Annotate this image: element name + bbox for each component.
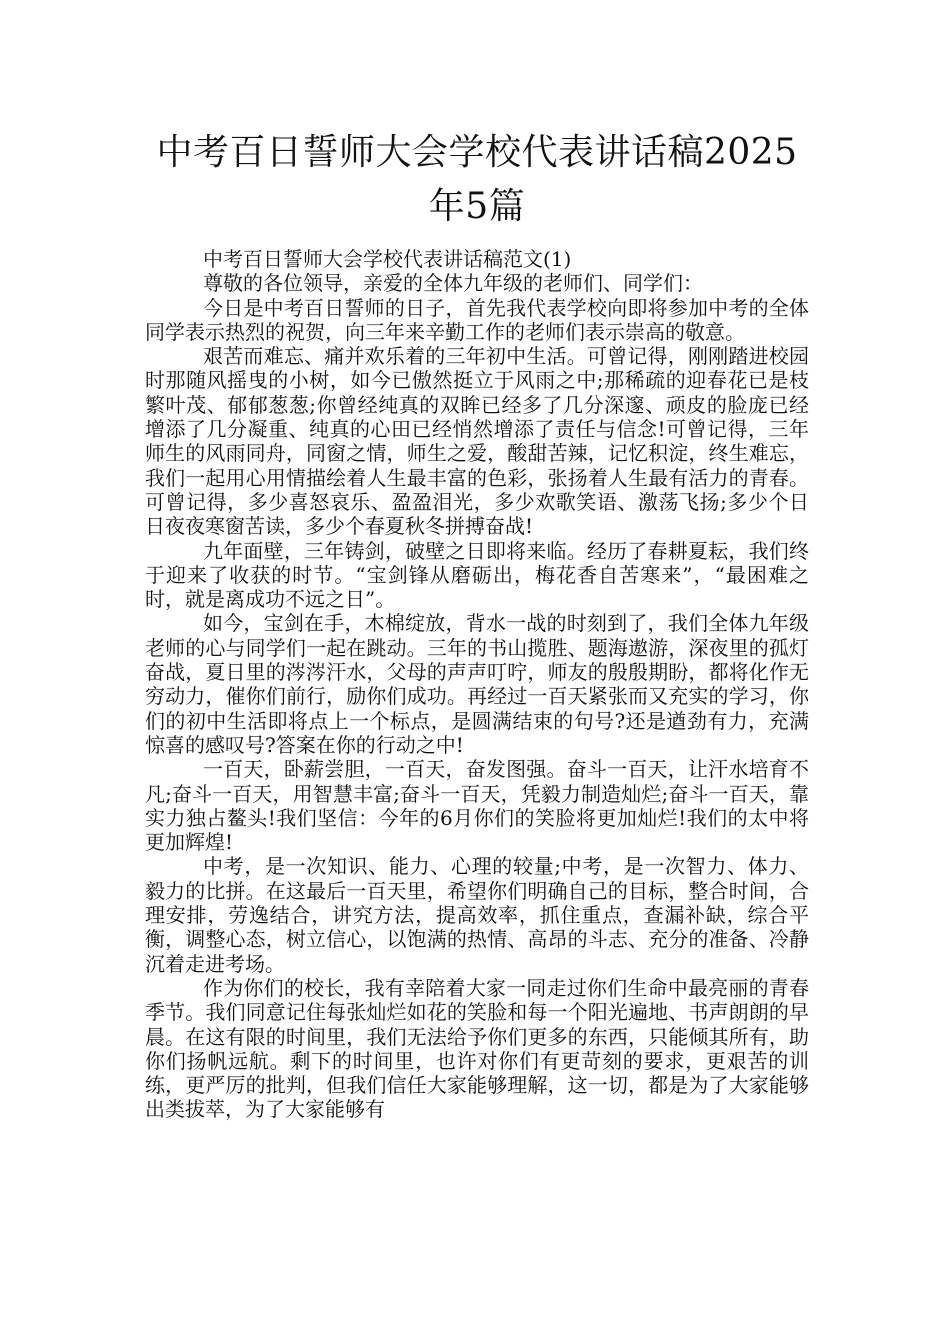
body-paragraph: 如今，宝剑在手，木棉绽放，背水一战的时刻到了，我们全体九年级老师的心与同学们一起在跳动。三年的书山揽胜、题海遨游，深夜里的孤灯奋战，夏日里的涔涔汗水，父母的声声叮咛，师友的殷殷期盼，都将化作无穷动力，催你们前行，励你们成功。再经过一百天紧张而又充实的学习，你们的初中生活即将点上一个标点，是圆满结束的句号?还是遒劲有力，充满惊喜的感叹号?答案在你的行动之中!: [145, 611, 809, 757]
body-paragraph: 一百天，卧薪尝胆，一百天，奋发图强。奋斗一百天，让汗水培育不凡;奋斗一百天，用智慧丰富;奋斗一百天，凭毅力制造灿烂;奋斗一百天，靠实力独占鳌头!我们坚信：今年的6月你们的笑脸将更加灿烂!我们的太中将更加辉煌!: [145, 757, 809, 855]
speech-subtitle: 中考百日誓师大会学校代表讲话稿范文(1): [203, 247, 572, 271]
body-paragraph: 作为你们的校长，我有幸陪着大家一同走过你们生命中最亮丽的青春季节。我们同意记住每张灿烂如花的笑脸和每一个阳光遍地、书声朗朗的早晨。在这有限的时间里，我们无法给予你们更多的东西，只能倾其所有，助你们扬帆远航。剩下的时间里，也许对你们有更苛刻的要求，更艰苦的训练，更严厉的批判，但我们信任大家能够理解，这一切，都是为了大家能够出类拔萃，为了大家能够有: [145, 975, 809, 1122]
salutation: 尊敬的各位领导，亲爱的全体九年级的老师们、同学们：: [203, 271, 703, 296]
body-paragraph: 今日是中考百日誓师的日子，首先我代表学校向即将参加中考的全体同学表示热烈的祝贺，向三年来辛勤工作的老师们表示崇高的敬意。: [145, 295, 809, 344]
body-paragraph: 九年面壁，三年铸剑，破壁之日即将来临。经历了春耕夏耘，我们终于迎来了收获的时节。“宝剑锋从磨砺出，梅花香自苦寒来”，“最困难之时，就是离成功不远之日”。: [145, 538, 809, 612]
body-paragraph: 艰苦而难忘、痛并欢乐着的三年初中生活。可曾记得，刚刚踏进校园时那随风摇曳的小树，如今已傲然挺立于风雨之中;那稀疏的迎春花已是枝繁叶茂、郁郁葱葱;你曾经纯真的双眸已经多了几分深邃、顽皮的脸庞已经增添了几分凝重、纯真的心田已经悄然增添了责任与信念!可曾记得，三年师生的风雨同舟，同窗之情，师生之爱，酸甜苦辣，记忆积淀，终生难忘，我们一起用心用情描绘着人生最丰富的色彩，张扬着人生最有活力的青春。可曾记得，多少喜怒哀乐、盈盈泪光，多少欢歌笑语、激荡飞扬;多少个日日夜夜寒窗苦读，多少个春夏秋冬拼搏奋战!: [145, 344, 809, 539]
body-paragraph: 中考，是一次知识、能力、心理的较量;中考，是一次智力、体力、毅力的比拼。在这最后一百天里，希望你们明确自己的目标，整合时间，合理安排，劳逸结合，讲究方法，提高效率，抓住重点，查漏补缺，综合平衡，调整心态，树立信心，以饱满的热情、高昂的斗志、充分的准备、冷静沉着走进考场。: [145, 854, 809, 976]
document-body: [145, 247, 809, 1122]
document-title: 中考百日誓师大会学校代表讲话稿2025年5篇: [156, 132, 798, 227]
